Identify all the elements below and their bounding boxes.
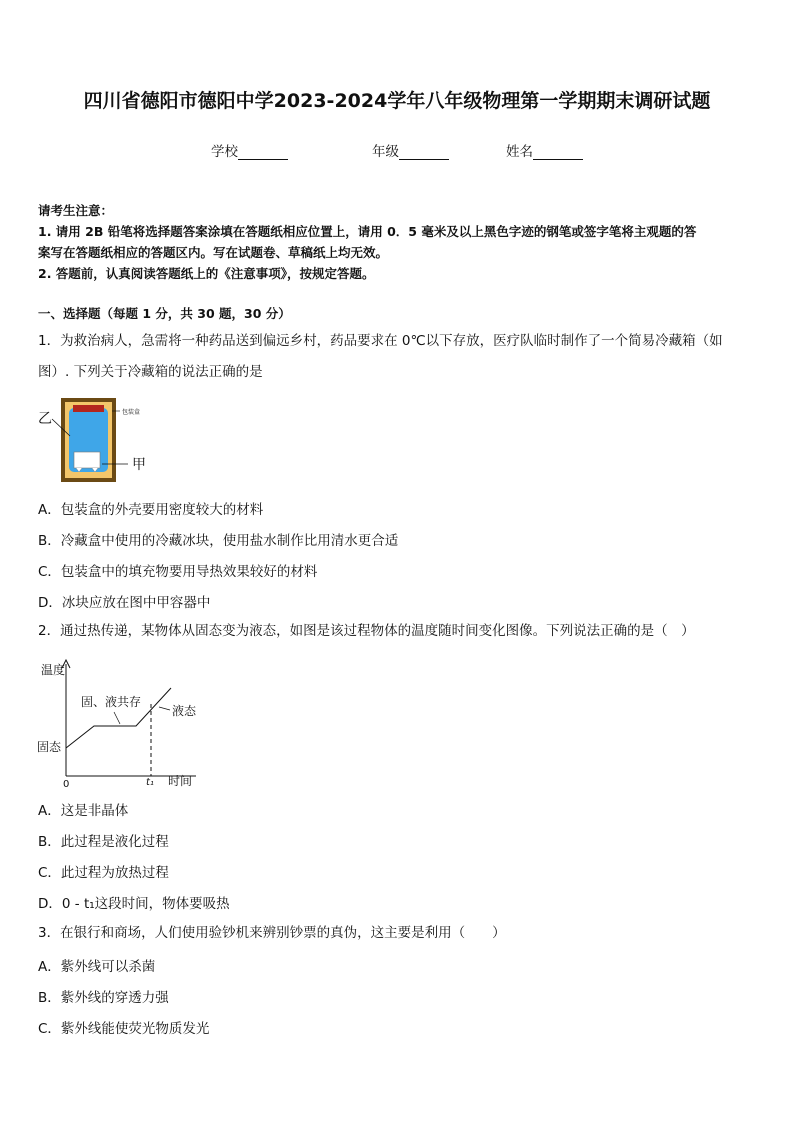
- grade-label: 年级: [372, 144, 399, 160]
- t1-label: t₁: [146, 777, 154, 788]
- liquid-label: 液态: [172, 704, 197, 718]
- q3-option-a: A．紫外线可以杀菌: [38, 959, 156, 975]
- y-axis-label: 温度: [41, 663, 66, 677]
- notice-line-1a: 1. 请用 2B 铅笔将选择题答案涂填在答题纸相应位置上，请用 0．5 毫米及以上黑色字迹的钢笔或签字笔将主观题的答: [38, 224, 697, 239]
- notice-line-1b: 案写在答题纸相应的答题区内。写在试题卷、草稿纸上均无效。: [38, 245, 389, 260]
- notice-heading: 请考生注意：: [38, 203, 114, 218]
- name-field: [506, 140, 583, 160]
- solid-label: 固态: [37, 740, 62, 754]
- container-lid: [73, 405, 104, 412]
- q2-temperature-graph: [36, 654, 206, 792]
- school-field: [211, 140, 288, 160]
- q3-stem: 3．在银行和商场，人们使用验钞机来辨别钞票的真伪，这主要是利用（ ）: [38, 925, 506, 941]
- label-yi: 乙: [38, 411, 52, 427]
- liquid-pointer: [159, 707, 170, 710]
- mix-label: 固、液共存: [81, 695, 142, 709]
- q2-option-b: B．此过程是液化过程: [38, 834, 169, 850]
- q2-option-d: D．0 - t₁这段时间，物体要吸热: [38, 896, 230, 912]
- grade-field: [372, 140, 449, 160]
- label-box: 包装盒: [122, 409, 141, 416]
- origin-label: 0: [63, 779, 70, 790]
- q3-option-b: B．紫外线的穿透力强: [38, 990, 169, 1006]
- q2-option-c: C．此过程为放热过程: [38, 865, 169, 881]
- section-heading: 一、选择题（每题 1 分，共 30 题，30 分）: [38, 306, 291, 321]
- school-blank: [238, 145, 288, 160]
- q1-stem-line-1: 1．为救治病人，急需将一种药品送到偏远乡村，药品要求在 0℃以下存放，医疗队临时制作了一个简易冷藏箱（如: [38, 333, 723, 349]
- mix-pointer: [114, 712, 120, 724]
- x-axis-label: 时间: [168, 774, 193, 788]
- page-title: 四川省德阳市德阳中学2023-2024学年八年级物理第一学期期末调研试题: [83, 90, 711, 112]
- q1-option-a: A．包装盒的外壳要用密度较大的材料: [38, 502, 264, 518]
- label-jia: 甲: [132, 457, 146, 473]
- q1-stem-line-2: 图）. 下列关于冷藏箱的说法正确的是: [38, 364, 263, 380]
- name-blank: [533, 145, 583, 160]
- grade-blank: [399, 145, 449, 160]
- school-label: 学校: [211, 144, 238, 160]
- q2-option-a: A．这是非晶体: [38, 803, 129, 819]
- q3-option-c: C．紫外线能使荧光物质发光: [38, 1021, 210, 1037]
- medicine-container: [74, 452, 100, 468]
- notice-line-2: 2. 答题前，认真阅读答题纸上的《注意事项》，按规定答题。: [38, 266, 375, 281]
- q1-cooler-figure: [36, 394, 166, 486]
- q1-option-c: C．包装盒中的填充物要用导热效果较好的材料: [38, 564, 318, 580]
- q1-option-b: B．冷藏盒中使用的冷藏冰块，使用盐水制作比用清水更合适: [38, 533, 399, 549]
- q2-stem: 2．通过热传递，某物体从固态变为液态，如图是该过程物体的温度随时间变化图像。下列说法正确的是（ ）: [38, 623, 695, 639]
- q1-option-d: D．冰块应放在图中甲容器中: [38, 595, 211, 611]
- name-label: 姓名: [506, 144, 533, 160]
